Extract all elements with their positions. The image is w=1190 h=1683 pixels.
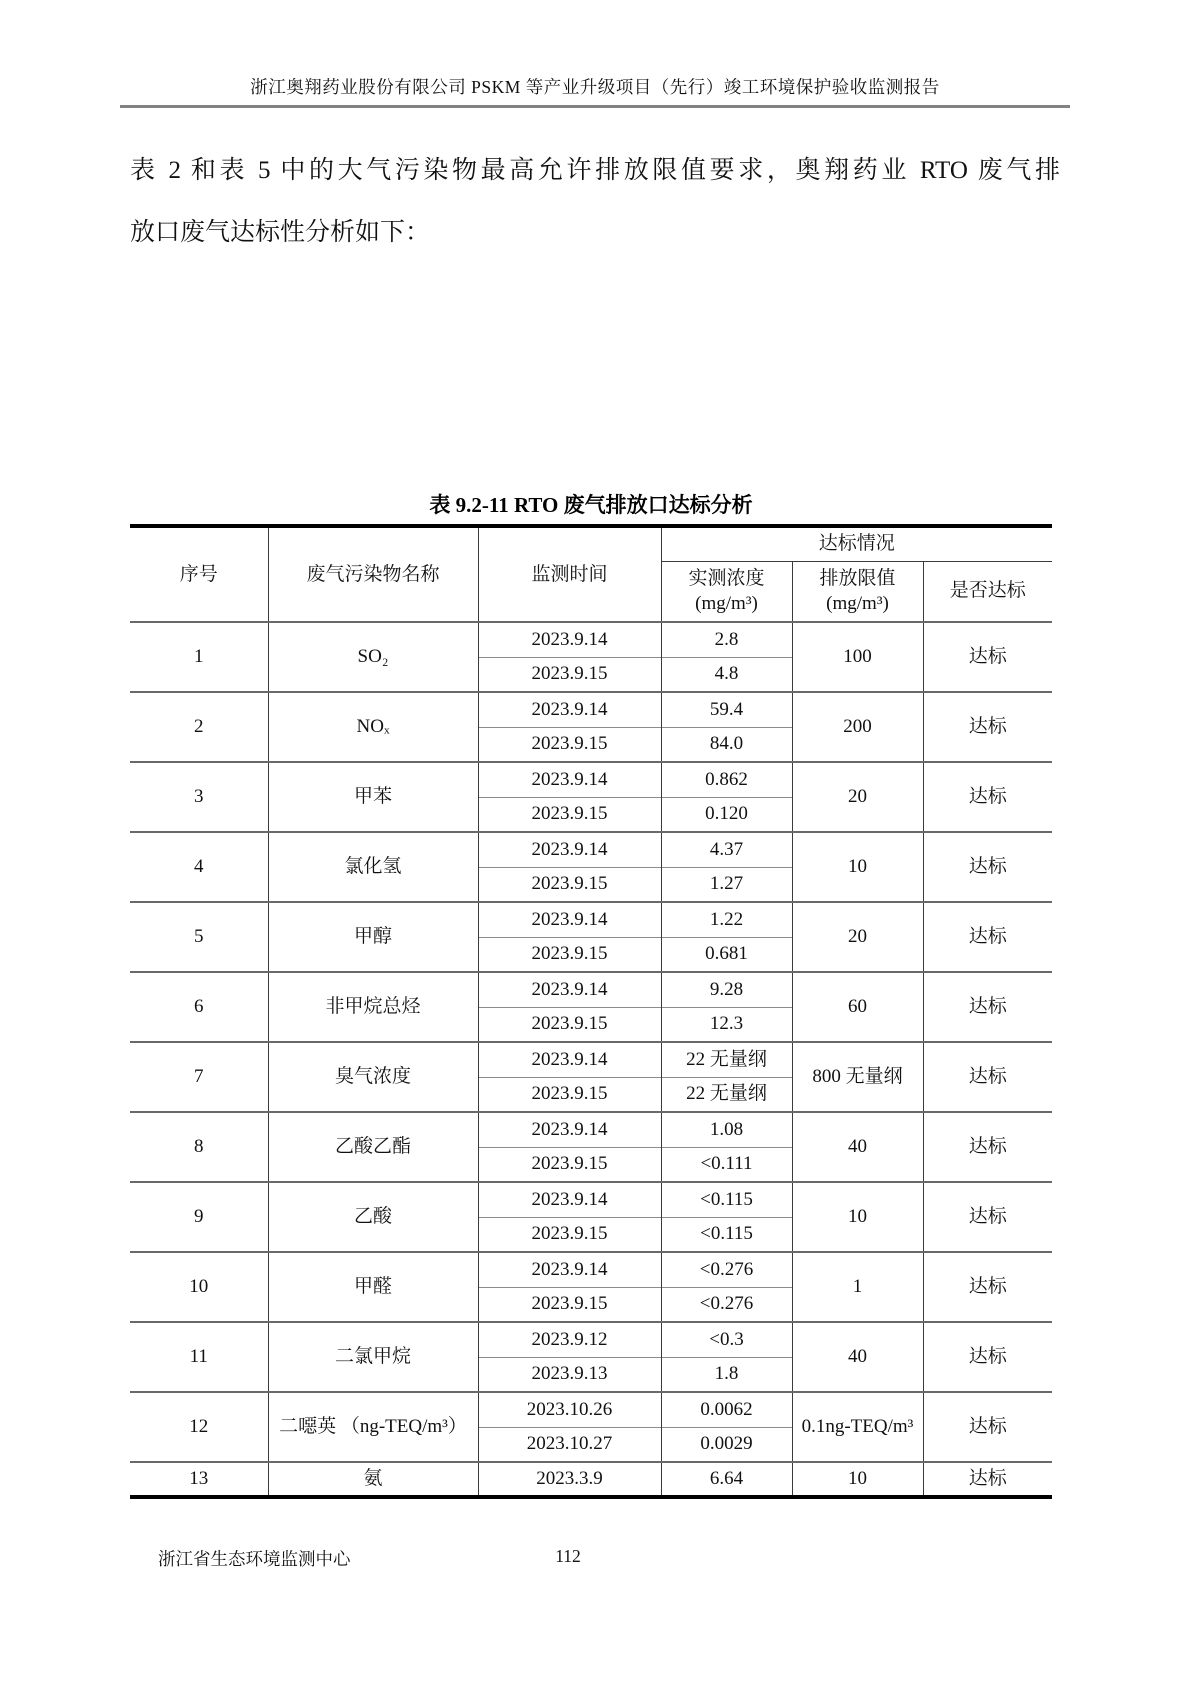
header-rule [120, 105, 1070, 108]
col-header-index: 序号 [130, 526, 268, 622]
cell-name: NOₓ [268, 692, 478, 762]
cell-no: 12 [130, 1392, 268, 1462]
cell-status: 达标 [923, 1112, 1052, 1182]
cell-status: 达标 [923, 762, 1052, 832]
cell-limit: 200 [792, 692, 923, 762]
cell-name: 臭气浓度 [268, 1042, 478, 1112]
cell-date: 2023.9.15 [478, 1217, 661, 1252]
cell-date: 2023.9.13 [478, 1357, 661, 1392]
table-row [130, 1042, 1052, 1077]
cell-value: 2.8 [661, 622, 792, 657]
footer-organization: 浙江省生态环境监测中心 [158, 1549, 351, 1569]
cell-name: SO₂ [268, 622, 478, 692]
table-row [130, 902, 1052, 937]
cell-value: 1.22 [661, 902, 792, 937]
cell-status: 达标 [923, 1042, 1052, 1112]
cell-no: 5 [130, 902, 268, 972]
cell-value: 1.08 [661, 1112, 792, 1147]
cell-value: 0.0062 [661, 1392, 792, 1427]
cell-name: 二噁英 （ng-TEQ/m³） [268, 1392, 478, 1462]
col-header-limit-unit: (mg/m³) [826, 593, 889, 615]
cell-value: 12.3 [661, 1007, 792, 1042]
cell-value: 6.64 [661, 1462, 792, 1497]
cell-value: 0.862 [661, 762, 792, 797]
cell-status: 达标 [923, 1462, 1052, 1497]
cell-date: 2023.9.15 [478, 797, 661, 832]
cell-date: 2023.9.15 [478, 1147, 661, 1182]
cell-limit: 10 [792, 1462, 923, 1497]
cell-limit: 800 无量纲 [792, 1042, 923, 1112]
page-number: 112 [555, 1546, 581, 1566]
cell-value: 22 无量纲 [661, 1042, 792, 1077]
body-text-line: 放口废气达标性分析如下： [130, 219, 431, 246]
cell-status: 达标 [923, 1252, 1052, 1322]
cell-value: 4.8 [661, 657, 792, 692]
cell-no: 3 [130, 762, 268, 832]
cell-no: 7 [130, 1042, 268, 1112]
cell-status: 达标 [923, 692, 1052, 762]
cell-no: 11 [130, 1322, 268, 1392]
col-header-measured-unit: (mg/m³) [695, 593, 758, 615]
cell-date: 2023.9.14 [478, 1112, 661, 1147]
table-row [130, 1112, 1052, 1147]
cell-date: 2023.9.15 [478, 1077, 661, 1112]
cell-value: <0.276 [661, 1252, 792, 1287]
cell-limit: 40 [792, 1112, 923, 1182]
cell-date: 2023.9.14 [478, 972, 661, 1007]
cell-value: <0.115 [661, 1217, 792, 1252]
col-header-measured-label: 实测浓度 [688, 567, 765, 589]
cell-no: 8 [130, 1112, 268, 1182]
col-header-limit-label: 排放限值 [819, 567, 896, 589]
col-header-time: 监测时间 [478, 526, 661, 622]
cell-status: 达标 [923, 902, 1052, 972]
cell-date: 2023.9.15 [478, 867, 661, 902]
cell-name: 乙酸乙酯 [268, 1112, 478, 1182]
cell-value: 22 无量纲 [661, 1077, 792, 1112]
cell-date: 2023.9.15 [478, 657, 661, 692]
cell-no: 6 [130, 972, 268, 1042]
cell-date: 2023.9.12 [478, 1322, 661, 1357]
compliance-table [130, 524, 1052, 1499]
cell-date: 2023.9.14 [478, 622, 661, 657]
cell-limit: 10 [792, 832, 923, 902]
cell-value: <0.3 [661, 1322, 792, 1357]
table-body [130, 622, 1052, 1497]
cell-date: 2023.9.14 [478, 902, 661, 937]
cell-value: <0.276 [661, 1287, 792, 1322]
table-row [130, 1392, 1052, 1427]
cell-date: 2023.9.14 [478, 762, 661, 797]
cell-date: 2023.9.14 [478, 1252, 661, 1287]
cell-status: 达标 [923, 622, 1052, 692]
table-row [130, 622, 1052, 657]
cell-limit: 40 [792, 1322, 923, 1392]
cell-date: 2023.9.14 [478, 832, 661, 867]
body-text-line: 表 2 和表 5 中的大气污染物最高允许排放限值要求，奥翔药业 RTO 废气排 [130, 157, 1060, 184]
cell-date: 2023.10.27 [478, 1427, 661, 1462]
cell-name: 非甲烷总烃 [268, 972, 478, 1042]
cell-date: 2023.9.15 [478, 937, 661, 972]
cell-no: 2 [130, 692, 268, 762]
col-header-limit [792, 561, 923, 622]
cell-name: 氨 [268, 1462, 478, 1497]
cell-value: 0.681 [661, 937, 792, 972]
cell-value: 84.0 [661, 727, 792, 762]
cell-date: 2023.9.15 [478, 727, 661, 762]
col-header-status-group: 达标情况 [661, 526, 1052, 561]
cell-limit: 20 [792, 902, 923, 972]
cell-status: 达标 [923, 1392, 1052, 1462]
cell-date: 2023.3.9 [478, 1462, 661, 1497]
cell-value: 1.8 [661, 1357, 792, 1392]
cell-name: 氯化氢 [268, 832, 478, 902]
cell-date: 2023.10.26 [478, 1392, 661, 1427]
cell-name: 甲醇 [268, 902, 478, 972]
cell-limit: 100 [792, 622, 923, 692]
cell-value: 0.0029 [661, 1427, 792, 1462]
table-row [130, 1322, 1052, 1357]
cell-date: 2023.9.15 [478, 1007, 661, 1042]
cell-no: 4 [130, 832, 268, 902]
cell-value: <0.115 [661, 1182, 792, 1217]
cell-name: 甲醛 [268, 1252, 478, 1322]
cell-status: 达标 [923, 972, 1052, 1042]
cell-limit: 10 [792, 1182, 923, 1252]
cell-status: 达标 [923, 1322, 1052, 1392]
table-row [130, 1462, 1052, 1497]
cell-no: 9 [130, 1182, 268, 1252]
table-title: 表 9.2-11 RTO 废气排放口达标分析 [429, 493, 753, 517]
cell-value: 59.4 [661, 692, 792, 727]
cell-status: 达标 [923, 832, 1052, 902]
col-header-compliance: 是否达标 [923, 561, 1052, 622]
cell-date: 2023.9.14 [478, 692, 661, 727]
cell-name: 二氯甲烷 [268, 1322, 478, 1392]
col-header-name: 废气污染物名称 [268, 526, 478, 622]
table-row [130, 832, 1052, 867]
table-row [130, 972, 1052, 1007]
cell-limit: 1 [792, 1252, 923, 1322]
cell-value: 0.120 [661, 797, 792, 832]
cell-no: 13 [130, 1462, 268, 1497]
cell-no: 1 [130, 622, 268, 692]
table-header [130, 526, 1052, 622]
cell-status: 达标 [923, 1182, 1052, 1252]
cell-no: 10 [130, 1252, 268, 1322]
cell-limit: 20 [792, 762, 923, 832]
cell-value: 1.27 [661, 867, 792, 902]
body-paragraph [130, 140, 1060, 264]
cell-limit: 0.1ng-TEQ/m³ [792, 1392, 923, 1462]
table-row [130, 1252, 1052, 1287]
running-header: 浙江奥翔药业股份有限公司 PSKM 等产业升级项目（先行）竣工环境保护验收监测报告 [250, 77, 940, 97]
cell-value: 4.37 [661, 832, 792, 867]
col-header-measured [661, 561, 792, 622]
cell-name: 乙酸 [268, 1182, 478, 1252]
cell-date: 2023.9.15 [478, 1287, 661, 1322]
table-row [130, 1182, 1052, 1217]
cell-date: 2023.9.14 [478, 1182, 661, 1217]
cell-limit: 60 [792, 972, 923, 1042]
cell-name: 甲苯 [268, 762, 478, 832]
table-row [130, 762, 1052, 797]
cell-value: <0.111 [661, 1147, 792, 1182]
table-row [130, 692, 1052, 727]
cell-value: 9.28 [661, 972, 792, 1007]
cell-date: 2023.9.14 [478, 1042, 661, 1077]
